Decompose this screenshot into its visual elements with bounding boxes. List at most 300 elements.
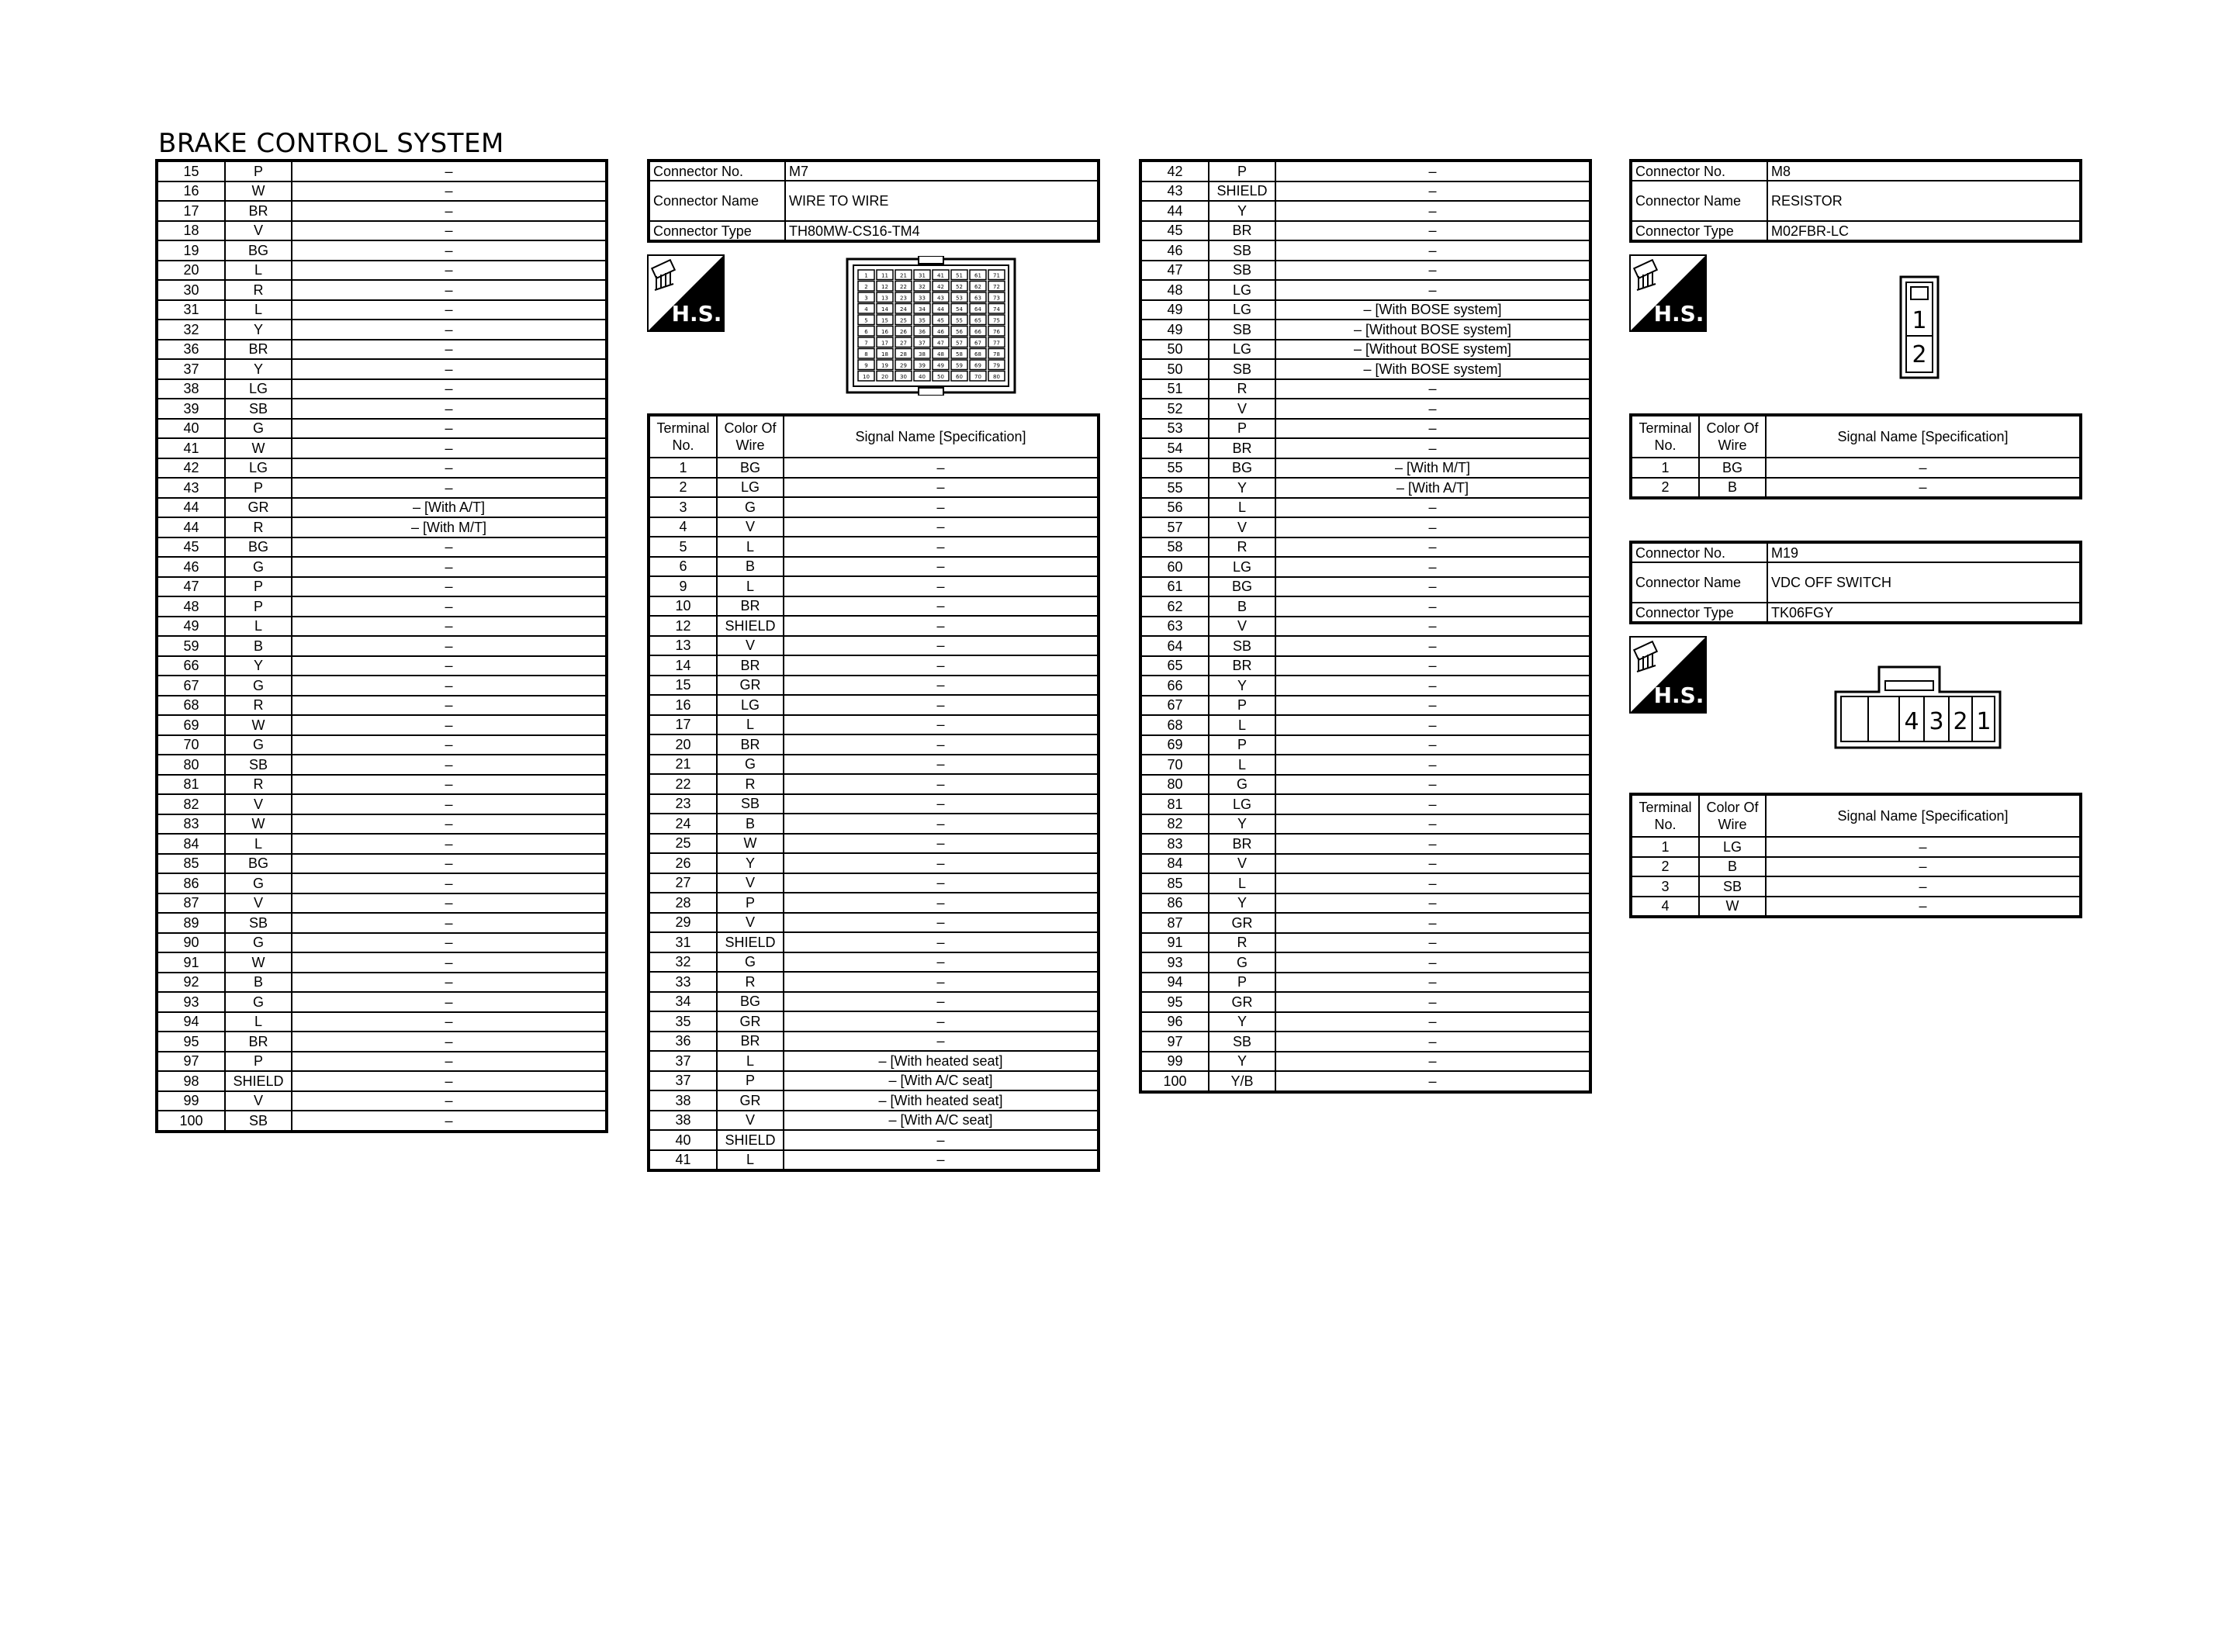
terminal-no-cell: 95: [1140, 992, 1209, 1012]
wire-color-cell: B: [1699, 857, 1766, 877]
pin-label: 2: [864, 284, 868, 290]
svg-text:H.S.: H.S.: [1653, 683, 1704, 708]
terminal-no-cell: 63: [1140, 617, 1209, 637]
table-row: [1140, 794, 1590, 814]
signal-name-cell: –: [784, 458, 1099, 478]
pin-label: 34: [919, 306, 926, 313]
pin-label: 11: [881, 272, 888, 279]
wire-color-cell: G: [225, 992, 292, 1012]
table-row: [649, 576, 1099, 596]
table-row: [1140, 715, 1590, 735]
pin-label: 41: [937, 272, 944, 279]
wire-color-cell: SB: [1209, 636, 1275, 656]
wire-color-cell: BR: [1209, 438, 1275, 458]
pin-label: 5: [864, 317, 868, 324]
table-row: [649, 517, 1099, 537]
wire-color-cell: P: [225, 478, 292, 498]
table-row: [1140, 696, 1590, 716]
signal-name-cell: –: [292, 577, 607, 597]
table-row: [1140, 300, 1590, 320]
terminal-no-cell: 41: [649, 1150, 717, 1171]
pin-label: 30: [900, 374, 907, 380]
signal-name-cell: –: [1275, 834, 1590, 854]
signal-name-cell: –: [1766, 857, 2081, 877]
table-row: [157, 280, 607, 300]
pin-label: 25: [900, 317, 907, 324]
table-row: [649, 557, 1099, 577]
signal-name-cell: –: [292, 201, 607, 221]
terminal-no-cell: 9: [649, 576, 717, 596]
terminal-no-cell: 45: [157, 537, 225, 558]
table-row: [1140, 834, 1590, 854]
wire-color-cell: BR: [717, 1032, 784, 1052]
terminal-no-cell: 10: [649, 596, 717, 617]
connector-type-value: TH80MW-CS16-TM4: [785, 221, 1099, 241]
table-row: [1140, 1032, 1590, 1052]
pin-label: 77: [993, 340, 1000, 347]
wire-table-m19: [1629, 793, 2082, 918]
connector-face-m7: [846, 256, 1016, 396]
signal-name-cell: –: [1275, 775, 1590, 795]
pin-label: 27: [900, 340, 907, 347]
wire-color-cell: GR: [717, 1011, 784, 1032]
wire-color-cell: G: [717, 497, 784, 517]
wire-color-cell: L: [225, 834, 292, 854]
signal-name-cell: –: [292, 438, 607, 458]
signal-name-cell: –: [1275, 1071, 1590, 1092]
terminal-no-cell: 55: [1140, 478, 1209, 498]
signal-name-cell: –: [1275, 636, 1590, 656]
pin-label: 32: [919, 284, 926, 290]
table-row: [649, 992, 1099, 1012]
signal-name-cell: –: [784, 537, 1099, 557]
signal-name-cell: –: [784, 576, 1099, 596]
table-row: [157, 1032, 607, 1052]
signal-name-cell: –: [784, 893, 1099, 913]
signal-name-cell: –: [1275, 952, 1590, 973]
signal-name-cell: –: [292, 458, 607, 479]
terminal-no-cell: 99: [157, 1091, 225, 1111]
pin-label: 8: [864, 351, 868, 358]
wire-color-cell: B: [1699, 478, 1766, 499]
pin-label: 75: [993, 317, 1000, 324]
wire-color-cell: SB: [1699, 876, 1766, 897]
pin-label: 78: [993, 351, 1000, 358]
terminal-no-cell: 62: [1140, 596, 1209, 617]
signal-name-cell: –: [1275, 873, 1590, 893]
signal-name-cell: –: [1275, 379, 1590, 399]
terminal-no-cell: 16: [157, 181, 225, 202]
terminal-no-cell: 6: [649, 557, 717, 577]
wire-color-cell: L: [225, 261, 292, 281]
terminal-no-cell: 81: [1140, 794, 1209, 814]
terminal-no-cell: 40: [649, 1130, 717, 1150]
table-row: [1631, 857, 2081, 877]
terminal-no-cell: 67: [157, 676, 225, 696]
table-row: [1140, 379, 1590, 399]
terminal-no-cell: 41: [157, 438, 225, 458]
terminal-no-cell: 99: [1140, 1052, 1209, 1072]
pin-label: 28: [900, 351, 907, 358]
wire-color-cell: SB: [225, 755, 292, 775]
table-row: [1140, 181, 1590, 202]
signal-name-cell: – [With A/T]: [292, 498, 607, 518]
pin-label: 45: [937, 317, 944, 324]
pin-label: 58: [956, 351, 963, 358]
table-row: [649, 952, 1099, 973]
terminal-no-cell: 47: [1140, 261, 1209, 281]
table-row: [1631, 458, 2081, 478]
signal-name-cell: –: [784, 596, 1099, 617]
terminal-no-cell: 20: [157, 261, 225, 281]
table-row: [649, 1051, 1099, 1071]
signal-name-cell: –: [784, 834, 1099, 854]
terminal-no-cell: 16: [649, 695, 717, 715]
signal-name-cell: –: [1766, 876, 2081, 897]
terminal-no-cell: 17: [157, 201, 225, 221]
connector-m8-info: [1629, 159, 2082, 243]
pin-label: 4: [864, 306, 868, 313]
wire-color-cell: LG: [1209, 340, 1275, 360]
table-row: [157, 676, 607, 696]
pin-label: 64: [974, 306, 981, 313]
terminal-no-cell: 38: [649, 1111, 717, 1131]
pin-label: 6: [864, 329, 868, 335]
wire-color-cell: L: [225, 617, 292, 637]
wire-color-cell: SHIELD: [717, 932, 784, 952]
signal-name-cell: –: [1275, 617, 1590, 637]
terminal-no-cell: 47: [157, 577, 225, 597]
terminal-no-cell: 48: [1140, 280, 1209, 300]
signal-name-cell: –: [784, 755, 1099, 775]
wire-color-cell: Y: [1209, 1052, 1275, 1072]
terminal-no-cell: 98: [157, 1071, 225, 1091]
terminal-no-cell: 43: [1140, 181, 1209, 202]
wire-color-cell: Y: [1209, 814, 1275, 835]
wire-color-cell: BG: [1699, 458, 1766, 478]
signal-name-cell: –: [292, 1071, 607, 1091]
hs-connector-icon: [1629, 636, 1707, 714]
signal-name-cell: –: [784, 557, 1099, 577]
wire-color-cell: P: [1209, 419, 1275, 439]
terminal-no-cell: 21: [649, 755, 717, 775]
table-row: [1140, 517, 1590, 537]
signal-name-cell: –: [784, 636, 1099, 656]
table-row: [157, 696, 607, 716]
wire-color-cell: L: [717, 576, 784, 596]
table-row: [1140, 419, 1590, 439]
signal-name-cell: – [With heated seat]: [784, 1051, 1099, 1071]
wire-color-cell: L: [1209, 715, 1275, 735]
color-header: Color Of Wire: [717, 415, 784, 458]
svg-text:H.S.: H.S.: [1653, 301, 1704, 327]
pin-label: 49: [937, 362, 944, 369]
terminal-no-cell: 87: [1140, 913, 1209, 933]
signal-name-cell: – [With BOSE system]: [1275, 359, 1590, 379]
terminal-no-cell: 42: [157, 458, 225, 479]
terminal-no-cell: 37: [649, 1051, 717, 1071]
wire-color-cell: BG: [225, 854, 292, 874]
signal-name-cell: –: [292, 261, 607, 281]
wire-color-cell: V: [225, 221, 292, 241]
signal-name-cell: –: [1275, 715, 1590, 735]
terminal-no-cell: 58: [1140, 537, 1209, 558]
table-row: [1140, 676, 1590, 696]
table-row: [1140, 1071, 1590, 1092]
pin-label: 16: [881, 329, 888, 335]
signal-name-cell: –: [292, 676, 607, 696]
signal-name-cell: –: [1275, 280, 1590, 300]
signal-name-cell: –: [1275, 1032, 1590, 1052]
terminal-no-cell: 57: [1140, 517, 1209, 537]
terminal-no-cell: 68: [1140, 715, 1209, 735]
pin-label: 74: [993, 306, 1000, 313]
wire-color-cell: SHIELD: [717, 1130, 784, 1150]
wire-color-cell: BG: [1209, 577, 1275, 597]
signal-name-cell: –: [1275, 933, 1590, 953]
terminal-no-cell: 15: [649, 676, 717, 696]
table-row: [157, 1052, 607, 1072]
hs-connector-icon: [647, 254, 725, 332]
terminal-no-cell: 46: [157, 557, 225, 577]
terminal-no-cell: 66: [1140, 676, 1209, 696]
signal-name-cell: –: [292, 913, 607, 933]
pin-label: 56: [956, 329, 963, 335]
connector-no-label: Connector No.: [1631, 161, 1767, 181]
terminal-no-cell: 31: [157, 300, 225, 320]
terminal-no-cell: 82: [157, 794, 225, 814]
wire-color-cell: R: [1209, 933, 1275, 953]
signal-name-cell: –: [1275, 161, 1590, 181]
wire-color-cell: SHIELD: [717, 616, 784, 636]
table-row: [1140, 596, 1590, 617]
table-row: [157, 873, 607, 893]
signal-name-cell: –: [292, 379, 607, 399]
wire-color-cell: G: [1209, 775, 1275, 795]
table-row: [157, 399, 607, 419]
table-row: [157, 735, 607, 755]
wire-color-cell: SHIELD: [1209, 181, 1275, 202]
signal-name-cell: –: [1275, 973, 1590, 993]
pin-label: 20: [881, 374, 888, 380]
wire-color-cell: GR: [1209, 992, 1275, 1012]
wire-color-cell: R: [1209, 379, 1275, 399]
signal-name-cell: –: [1275, 1012, 1590, 1032]
terminal-no-cell: 38: [157, 379, 225, 399]
signal-name-cell: –: [784, 676, 1099, 696]
table-row: [649, 893, 1099, 913]
table-row: [1140, 656, 1590, 676]
table-row: [1140, 577, 1590, 597]
pin-label: 68: [974, 351, 981, 358]
wire-color-cell: Y: [717, 853, 784, 873]
pin-label: 46: [937, 329, 944, 335]
wire-table-m8: [1629, 413, 2082, 499]
terminal-no-cell: 93: [157, 992, 225, 1012]
table-row: [157, 577, 607, 597]
table-row: [157, 458, 607, 479]
wire-color-cell: Y: [225, 320, 292, 340]
wire-color-cell: SB: [1209, 320, 1275, 340]
signal-name-cell: –: [292, 755, 607, 775]
wire-color-cell: LG: [225, 379, 292, 399]
pin-label: 31: [919, 272, 926, 279]
wire-color-cell: W: [717, 834, 784, 854]
wire-color-cell: P: [225, 1052, 292, 1072]
terminal-header: Terminal No.: [649, 415, 717, 458]
wire-color-cell: GR: [717, 1090, 784, 1111]
table-row: [1140, 1052, 1590, 1072]
pin-label: 63: [974, 295, 981, 302]
wire-color-cell: GR: [717, 676, 784, 696]
table-row: [1140, 359, 1590, 379]
signal-name-cell: – [With heated seat]: [784, 1090, 1099, 1111]
terminal-no-cell: 52: [1140, 399, 1209, 419]
signal-name-cell: –: [784, 1130, 1099, 1150]
signal-name-cell: –: [1275, 656, 1590, 676]
signal-name-cell: –: [1275, 498, 1590, 518]
signal-name-cell: –: [1275, 696, 1590, 716]
table-row: [1140, 775, 1590, 795]
wire-color-cell: SB: [1209, 1032, 1275, 1052]
wire-color-cell: G: [225, 735, 292, 755]
signal-name-cell: –: [784, 655, 1099, 676]
terminal-no-cell: 19: [157, 240, 225, 261]
signal-name-cell: –: [292, 735, 607, 755]
wire-color-cell: V: [717, 913, 784, 933]
connector-type-value: M02FBR-LC: [1767, 221, 2081, 241]
pin-label: 65: [974, 317, 981, 324]
wire-color-cell: L: [717, 715, 784, 735]
wire-color-cell: G: [225, 933, 292, 953]
terminal-no-cell: 1: [649, 458, 717, 478]
signal-name-cell: –: [784, 616, 1099, 636]
terminal-no-cell: 43: [157, 478, 225, 498]
terminal-no-cell: 80: [157, 755, 225, 775]
wire-color-cell: W: [225, 814, 292, 835]
terminal-no-cell: 91: [1140, 933, 1209, 953]
signal-name-cell: –: [784, 913, 1099, 933]
terminal-no-cell: 48: [157, 596, 225, 617]
wire-color-cell: SB: [717, 794, 784, 814]
pin-label: 18: [881, 351, 888, 358]
signal-name-cell: –: [292, 973, 607, 993]
wire-color-cell: Y: [225, 656, 292, 676]
terminal-no-cell: 67: [1140, 696, 1209, 716]
terminal-no-cell: 55: [1140, 458, 1209, 479]
connector-m7-info: [647, 159, 1100, 243]
signal-name-cell: –: [292, 359, 607, 379]
pin-label: 43: [937, 295, 944, 302]
signal-name-cell: –: [292, 992, 607, 1012]
table-row: [1140, 893, 1590, 914]
pin-label: 73: [993, 295, 1000, 302]
wire-color-cell: W: [225, 438, 292, 458]
wire-color-cell: R: [225, 775, 292, 795]
terminal-no-cell: 68: [157, 696, 225, 716]
wire-color-cell: BG: [1209, 458, 1275, 479]
table-row: [1140, 755, 1590, 775]
wire-color-cell: R: [225, 517, 292, 537]
signal-name-cell: –: [292, 478, 607, 498]
wire-color-cell: L: [225, 1012, 292, 1032]
table-row: [649, 972, 1099, 992]
terminal-no-cell: 39: [157, 399, 225, 419]
wire-table-m7-continued: [1139, 159, 1592, 1094]
terminal-no-cell: 5: [649, 537, 717, 557]
color-header: Color Of Wire: [1699, 794, 1766, 837]
pin-label: 51: [956, 272, 963, 279]
terminal-no-cell: 3: [1631, 876, 1699, 897]
terminal-no-cell: 100: [157, 1111, 225, 1132]
signal-name-cell: –: [292, 893, 607, 914]
hs-connector-icon: [1629, 254, 1707, 332]
signal-name-cell: –: [784, 774, 1099, 794]
wire-color-cell: P: [1209, 161, 1275, 181]
pin-label: 15: [881, 317, 888, 324]
signal-name-cell: –: [292, 854, 607, 874]
terminal-no-cell: 86: [1140, 893, 1209, 914]
signal-name-cell: –: [292, 617, 607, 637]
terminal-no-cell: 33: [649, 972, 717, 992]
terminal-no-cell: 92: [157, 973, 225, 993]
signal-name-cell: –: [1275, 577, 1590, 597]
signal-name-cell: –: [1275, 181, 1590, 202]
table-row: [649, 458, 1099, 478]
connector-name-value: WIRE TO WIRE: [785, 181, 1099, 221]
pin-label: 71: [993, 272, 1000, 279]
wire-color-cell: P: [225, 596, 292, 617]
signal-name-cell: –: [292, 596, 607, 617]
terminal-no-cell: 37: [157, 359, 225, 379]
table-row: [649, 853, 1099, 873]
table-row: [649, 1130, 1099, 1150]
terminal-no-cell: 60: [1140, 557, 1209, 577]
pin-label: 54: [956, 306, 963, 313]
wire-color-cell: P: [717, 893, 784, 913]
wire-color-cell: W: [225, 715, 292, 735]
wire-color-cell: SB: [1209, 261, 1275, 281]
table-row: [1140, 992, 1590, 1012]
terminal-no-cell: 2: [1631, 478, 1699, 499]
terminal-no-cell: 69: [157, 715, 225, 735]
signal-name-cell: –: [1275, 794, 1590, 814]
pin-label: 13: [881, 295, 888, 302]
signal-name-cell: –: [292, 656, 607, 676]
table-row: [1140, 617, 1590, 637]
signal-name-cell: –: [784, 478, 1099, 498]
wire-color-cell: V: [717, 636, 784, 656]
wire-color-cell: R: [1209, 537, 1275, 558]
signal-name-cell: –: [1275, 557, 1590, 577]
signal-name-cell: –: [292, 775, 607, 795]
table-row: [157, 478, 607, 498]
wire-color-cell: R: [225, 696, 292, 716]
wire-color-cell: BR: [225, 340, 292, 360]
pin-label: 44: [937, 306, 944, 313]
table-row: [157, 181, 607, 202]
table-row: [157, 379, 607, 399]
terminal-no-cell: 38: [649, 1090, 717, 1111]
table-row: [1140, 201, 1590, 221]
terminal-no-cell: 96: [1140, 1012, 1209, 1032]
wire-color-cell: G: [225, 557, 292, 577]
pin-label: 67: [974, 340, 981, 347]
wire-color-cell: P: [717, 1071, 784, 1091]
wire-color-cell: BR: [717, 596, 784, 617]
wire-color-cell: LG: [225, 458, 292, 479]
connector-no-value: M8: [1767, 161, 2081, 181]
